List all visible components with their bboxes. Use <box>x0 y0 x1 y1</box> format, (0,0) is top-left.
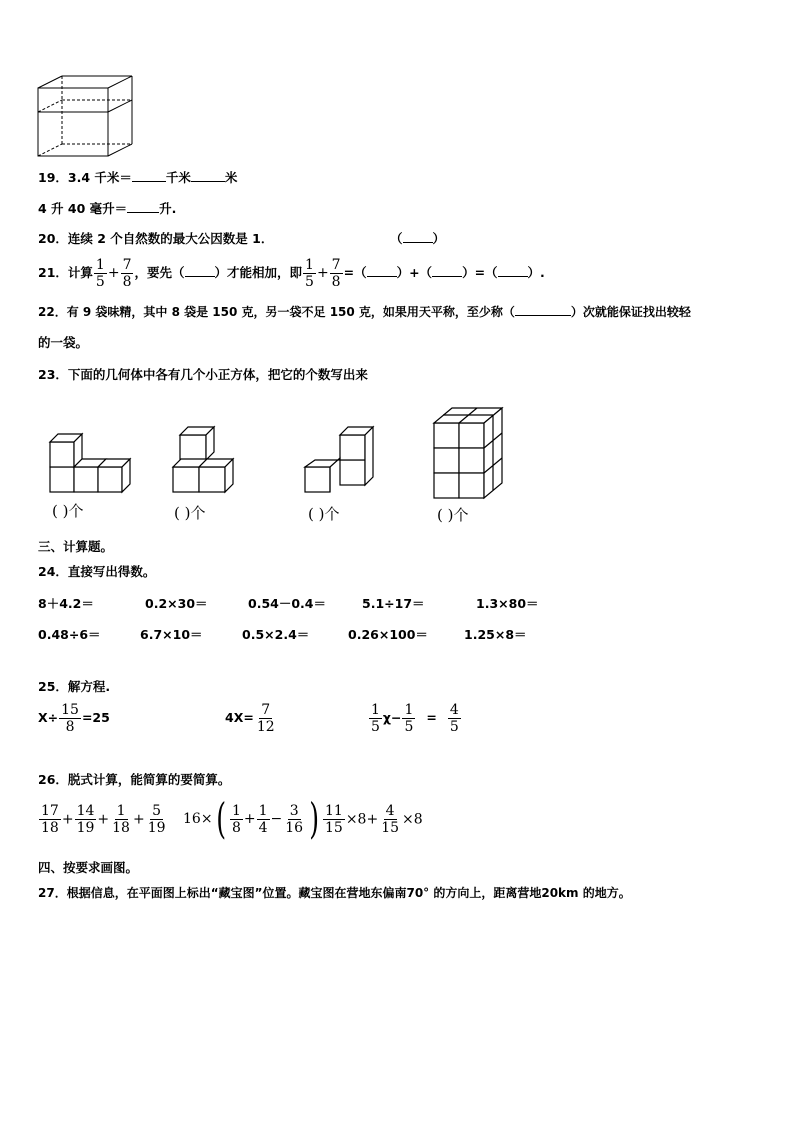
q21-g: ）. <box>527 265 545 280</box>
eq3-x: χ− <box>382 710 402 725</box>
numerator: 1 <box>231 802 241 819</box>
q20-blank[interactable] <box>403 230 433 243</box>
denominator: 18 <box>112 820 130 836</box>
fraction <box>402 702 415 735</box>
q20-text: 20．连续 2 个自然数的最大公因数是 1． <box>38 231 274 246</box>
question-22-line2 <box>38 333 88 351</box>
numerator: 14 <box>76 803 95 819</box>
denominator: 16 <box>285 819 304 836</box>
denominator: 5 <box>404 719 414 735</box>
cube-figures <box>40 400 520 502</box>
question-24-title: 24．直接写出得数。 <box>38 564 156 579</box>
q21-c: ）才能相加，即 <box>214 265 303 280</box>
q19-blank-3[interactable] <box>127 200 159 213</box>
fraction <box>75 803 97 836</box>
question-25-title: 25．解方程. <box>38 679 111 694</box>
section-4-heading: 四、按要求画图。 <box>38 860 139 875</box>
cube-figure-2 <box>173 427 233 492</box>
fraction <box>448 702 461 735</box>
times-eight: ×8 <box>402 811 423 828</box>
numerator: 3 <box>289 802 299 819</box>
fraction <box>146 803 168 836</box>
q21-d: =（ <box>343 265 367 280</box>
eq1-lead: X÷ <box>38 710 59 725</box>
plus-sign: + <box>243 811 256 827</box>
q22-line2: 的一袋。 <box>38 335 89 350</box>
q23-label-1[interactable]: ( )个 <box>52 502 84 520</box>
q19-text-c: 米 <box>224 170 238 185</box>
q21-a: 21．计算 <box>38 265 93 280</box>
numerator: 4 <box>385 803 395 819</box>
question-19-line2 <box>38 199 176 217</box>
q19-line2-b: 升. <box>159 201 177 216</box>
q21-fraction-4 <box>330 257 343 290</box>
minus-sign: − <box>270 811 283 827</box>
q25-equation-2 <box>225 702 278 735</box>
numerator: 11 <box>325 803 343 819</box>
left-paren: ( <box>215 794 226 843</box>
q23-label-2[interactable]: ( )个 <box>174 504 206 522</box>
eq3-equals: = <box>426 710 437 725</box>
q25-equation-1 <box>38 702 110 735</box>
denominator: 5 <box>371 719 380 735</box>
q21-e: ）+（ <box>396 265 433 280</box>
numerator: 1 <box>258 802 268 819</box>
numerator: 7 <box>261 702 271 718</box>
q23-text: 23．下面的几何体中各有几个小正方体，把它的个数写出来 <box>38 367 368 382</box>
q24-item: 0.2×30＝ <box>145 596 208 611</box>
q21-b: ，要先（ <box>134 265 185 280</box>
denominator: 8 <box>231 819 241 836</box>
numerator: 17 <box>41 803 59 819</box>
numerator: 1 <box>305 257 314 273</box>
denominator: 5 <box>95 274 105 290</box>
numerator: 1 <box>95 257 105 273</box>
q21-blank-2[interactable] <box>367 264 397 277</box>
plus-sign: + <box>107 265 120 281</box>
denominator: 8 <box>122 274 132 290</box>
q21-blank-4[interactable] <box>498 264 528 277</box>
q19-text-a: 19．3.4 千米＝ <box>38 170 132 185</box>
q26-expression-a <box>38 803 169 836</box>
q24-item: 8＋4.2＝ <box>38 596 94 611</box>
q19-blank-2[interactable] <box>191 169 225 182</box>
numerator: 7 <box>331 257 341 273</box>
numerator: 1 <box>404 702 414 718</box>
denominator: 15 <box>325 820 343 836</box>
denominator: 19 <box>147 820 166 836</box>
fraction <box>283 803 305 836</box>
q24-item: 0.5×2.4＝ <box>242 627 310 642</box>
fraction <box>39 803 61 836</box>
q24-item: 0.48÷6＝ <box>38 627 101 642</box>
q24-item: 0.26×100＝ <box>348 627 428 642</box>
q24-item: 0.54－0.4＝ <box>248 596 326 611</box>
denominator: 15 <box>381 820 400 836</box>
q24-item: 1.3×80＝ <box>476 596 539 611</box>
q20-paren-open: （ <box>390 231 403 246</box>
fraction <box>369 702 382 735</box>
q24-item: 6.7×10＝ <box>140 627 203 642</box>
q20-answer <box>390 229 445 247</box>
question-19-line1 <box>38 168 237 186</box>
q19-blank-1[interactable] <box>132 169 166 182</box>
eq2-lead: 4X= <box>225 710 254 725</box>
cube-figure-3 <box>305 427 373 492</box>
denominator: 5 <box>449 719 459 735</box>
numerator: 15 <box>61 702 79 718</box>
plus-sign: + <box>316 265 329 281</box>
numerator: 7 <box>122 257 132 273</box>
plus-sign: + <box>61 811 74 828</box>
q19-text-b: 千米 <box>165 170 191 185</box>
numerator: 1 <box>371 702 380 718</box>
numerator: 1 <box>116 803 126 819</box>
question-20 <box>38 229 273 247</box>
question-26-title: 26．脱式计算，能简算的要简算。 <box>38 772 231 787</box>
cuboid-figure <box>30 72 142 164</box>
times-eight-plus: ×8+ <box>345 811 379 828</box>
q24-item: 5.1÷17＝ <box>362 596 425 611</box>
q21-f: ）=（ <box>462 265 498 280</box>
q23-label-4[interactable]: ( )个 <box>437 506 469 524</box>
eq1-tail: =25 <box>81 710 110 725</box>
q21-fraction-3 <box>303 257 316 290</box>
fraction <box>110 803 132 836</box>
right-paren: ) <box>309 794 320 843</box>
q21-blank-3[interactable] <box>432 264 462 277</box>
q26-expression-b <box>183 794 322 843</box>
q21-fraction-2 <box>121 257 134 290</box>
fraction <box>323 803 345 836</box>
denominator: 5 <box>305 274 314 290</box>
fraction <box>257 803 270 836</box>
denominator: 18 <box>41 820 59 836</box>
q25-equation-3 <box>368 702 462 735</box>
numerator: 4 <box>449 702 459 718</box>
fraction <box>379 803 401 836</box>
fraction <box>230 803 243 836</box>
question-21 <box>38 257 545 290</box>
q21-blank-1[interactable] <box>185 264 215 277</box>
plus-sign: + <box>132 811 145 828</box>
q22-blank[interactable] <box>515 303 571 316</box>
q21-fraction-1 <box>94 257 107 290</box>
q23-label-3[interactable]: ( )个 <box>308 505 340 523</box>
numerator: 5 <box>152 803 162 819</box>
cube-figure-1 <box>50 434 130 492</box>
denominator: 8 <box>331 274 341 290</box>
fraction <box>59 702 81 735</box>
q22-a: 22．有 9 袋味精，其中 8 袋是 150 克，另一袋不足 150 克，如果用天平称，至少称（ <box>38 305 515 319</box>
fraction <box>255 702 277 735</box>
denominator: 19 <box>76 820 95 836</box>
denominator: 12 <box>256 719 275 735</box>
plus-sign: + <box>97 811 110 828</box>
q26-expression-c <box>322 803 423 836</box>
q22-b: ）次就能保证找出较轻 <box>570 305 691 319</box>
question-22-line1 <box>38 303 691 320</box>
section-3-heading: 三、计算题。 <box>38 539 114 554</box>
denominator: 8 <box>65 719 75 735</box>
q19-line2-a: 4 升 40 毫升＝ <box>38 201 128 216</box>
cube-figure-4 <box>434 408 502 498</box>
q24-item: 1.25×8＝ <box>464 627 527 642</box>
q20-paren-close: ） <box>432 231 446 246</box>
denominator: 4 <box>258 819 268 836</box>
question-23 <box>38 365 368 383</box>
question-27: 27．根据信息，在平面图上标出“藏宝图”位置。藏宝图在营地东偏南70° 的方向上，距离营地20km 的地方。 <box>38 886 631 900</box>
expr-b-lead: 16× <box>183 811 213 827</box>
